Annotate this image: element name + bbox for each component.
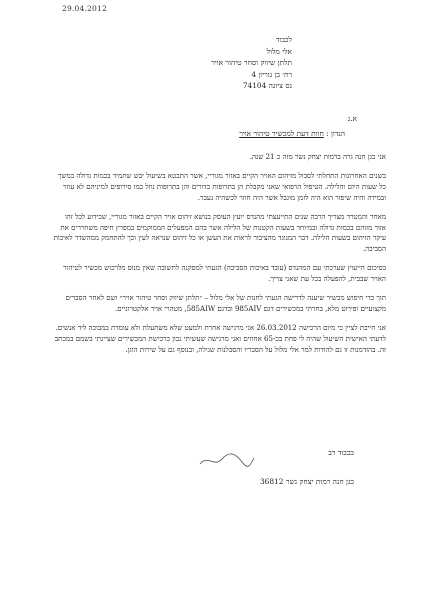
recipient-street: רח׳ בן גוריון 4 xyxy=(251,69,292,79)
subject-prefix: הנדון : xyxy=(326,129,345,138)
recipient-salutation: לכבוד xyxy=(275,35,292,44)
body-paragraph: אני חייבת לציין כי מיום הרכישה 26.03.2012 אני מרגישה אחרת ולמעט שלא משתעלת ולא עומדת במבוכה ליד אנשים. לדעתי האישית השיעול שהיה לי פחת בכ-65 אחוזים ואני מרגישה שעשיתי נכון ברכישת המכשירים שציינתי בשמם במכתב זה. בהזדמנות זו גם להודות למר אלי מלול על הסבריו והסבלנות שגילה, ובנוסף גם על שירות הוגן. xyxy=(54,322,386,354)
recipient-company: תלתן שיווק וסחר טיהור אויר xyxy=(211,58,292,68)
body-paragraph: בסיכום הייעוץ שערכתי עם המהנדס (עובד באיכות הסביבה) הגעתי למסקנה לתשובה שאין מנוס מלרכוש מכשיר לטיהור האויר שבבית, להפעלה בכל עת שאני צריך. xyxy=(63,263,386,284)
body-paragraph: מאחר והמטרד מצריך הרבה שנים התייעצתי מהנדס יועץ העוסק בנושא זיהום אויר הקיים באזור מגוריי, שכידוע לכל זהו אזור מזוהם בכמות גדולה ובמיוחד בשעות הקטנות של הלילה אשר בהם המפעלים הממוקמים במפרץ חיפה משחררים את עיקר הזיהום בשעות הלילה. דבר המנוגד מהציבור לראות את העשן או כל זיהום שנראה לעין וכך להתחמק ממהשדר לאיכות הסביבה. xyxy=(53,211,386,254)
letter-body xyxy=(52,152,386,364)
handwritten-signature xyxy=(196,450,256,470)
subject-topic: חוות דעת למכשיר טיהור אויר xyxy=(239,129,324,138)
body-paragraph: בשנים האחרונות התחלתי לסבול מזיהום האויר הקיים באזור מגוריי, אשר התבטא בשיעול יבש שתמיד בכמות גדולה במשך כל שעות היום והלילה. הטיפול הרפואי שאני מקבלת הן בתרופות כדורים והן בתרופות נוזל כמו סירופים למיניהם לא עוזר ובמידה והיה שיפור הוא היה לזמן מוגבל אשר היה חוזר לכשהיה נעבר. xyxy=(58,170,386,202)
signature-line: כגן חנה רמות יצחק נשר 36812 xyxy=(259,477,354,486)
subject-line xyxy=(15,129,345,138)
body-paragraph: תוך כדי חיפוש מכשיר שיענה לדרישה הגעתי לחנות של אלי מלול – ״תלתן שיווק וסחר טיהור אויר״ ושם לאחר הסברים מקצועיים ופירוט מלא, בחרתי במכשירים דגם 985AIV ובדגם 585AIW, מטהרי אויר אלקטרוניים. xyxy=(65,293,386,313)
closing: בכבוד רב xyxy=(328,448,354,457)
letter-date: 29.04.2012 xyxy=(62,4,107,13)
recipient-name: אלי מלול xyxy=(266,46,292,56)
greeting: א.נ xyxy=(347,114,357,123)
recipient-address-block xyxy=(92,34,292,92)
body-paragraph: אני כגן חנה גרה ברמות יצחק נשר מזה כ 21 שנה. xyxy=(249,152,386,161)
recipient-city: נס ציונה 74104 xyxy=(242,81,292,91)
